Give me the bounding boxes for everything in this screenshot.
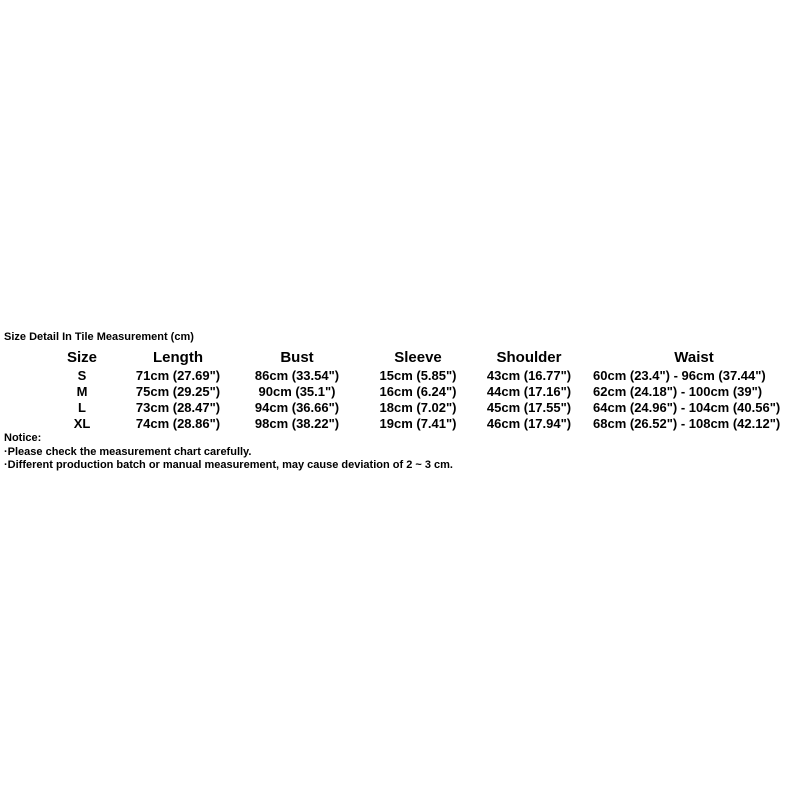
size-row-xl: [36, 415, 800, 431]
size-row-l: [36, 399, 800, 415]
cell-sleeve: 18cm (7.02"): [379, 399, 457, 415]
size-chart-title: Size Detail In Tile Measurement (cm): [4, 331, 194, 343]
size-table-header-row: [36, 348, 800, 367]
notice-section: [4, 432, 453, 473]
cell-waist: 62cm (24.18") - 100cm (39"): [593, 383, 763, 399]
column-header-shoulder: Shoulder: [496, 349, 562, 366]
cell-size: S: [77, 367, 87, 383]
cell-shoulder: 43cm (16.77"): [486, 367, 572, 383]
size-table: [36, 348, 800, 431]
cell-waist: 68cm (26.52") - 108cm (42.12"): [593, 415, 781, 431]
column-header-waist: Waist: [674, 349, 714, 366]
notice-heading: Notice:: [4, 432, 42, 444]
size-row-s: [36, 367, 800, 383]
cell-size: L: [78, 399, 86, 415]
cell-length: 74cm (28.86"): [135, 415, 221, 431]
cell-length: 71cm (27.69"): [135, 367, 221, 383]
cell-shoulder: 44cm (17.16"): [486, 383, 572, 399]
cell-waist: 60cm (23.4") - 96cm (37.44"): [593, 367, 766, 383]
notice-item: ·Different production batch or manual measurement, may cause deviation of 2 ~ 3 cm.: [4, 459, 453, 471]
size-row-m: [36, 383, 800, 399]
cell-shoulder: 45cm (17.55"): [486, 399, 572, 415]
cell-sleeve: 16cm (6.24"): [379, 383, 457, 399]
cell-sleeve: 15cm (5.85"): [379, 367, 457, 383]
cell-bust: 98cm (38.22"): [254, 415, 340, 431]
column-header-size: Size: [66, 349, 97, 366]
cell-bust: 94cm (36.66"): [254, 399, 340, 415]
notice-item: ·Please check the measurement chart carefully.: [4, 445, 252, 458]
cell-length: 73cm (28.47"): [135, 399, 221, 415]
cell-waist: 64cm (24.96") - 104cm (40.56"): [593, 399, 781, 415]
column-header-length: Length: [153, 349, 203, 366]
cell-size: M: [76, 383, 88, 399]
column-header-sleeve: Sleeve: [394, 349, 442, 366]
cell-sleeve: 19cm (7.41"): [379, 415, 457, 431]
cell-bust: 90cm (35.1"): [258, 383, 336, 399]
cell-length: 75cm (29.25"): [135, 383, 221, 399]
column-header-bust: Bust: [280, 349, 314, 366]
cell-bust: 86cm (33.54"): [254, 367, 340, 383]
cell-shoulder: 46cm (17.94"): [486, 415, 572, 431]
cell-size: XL: [73, 415, 91, 431]
